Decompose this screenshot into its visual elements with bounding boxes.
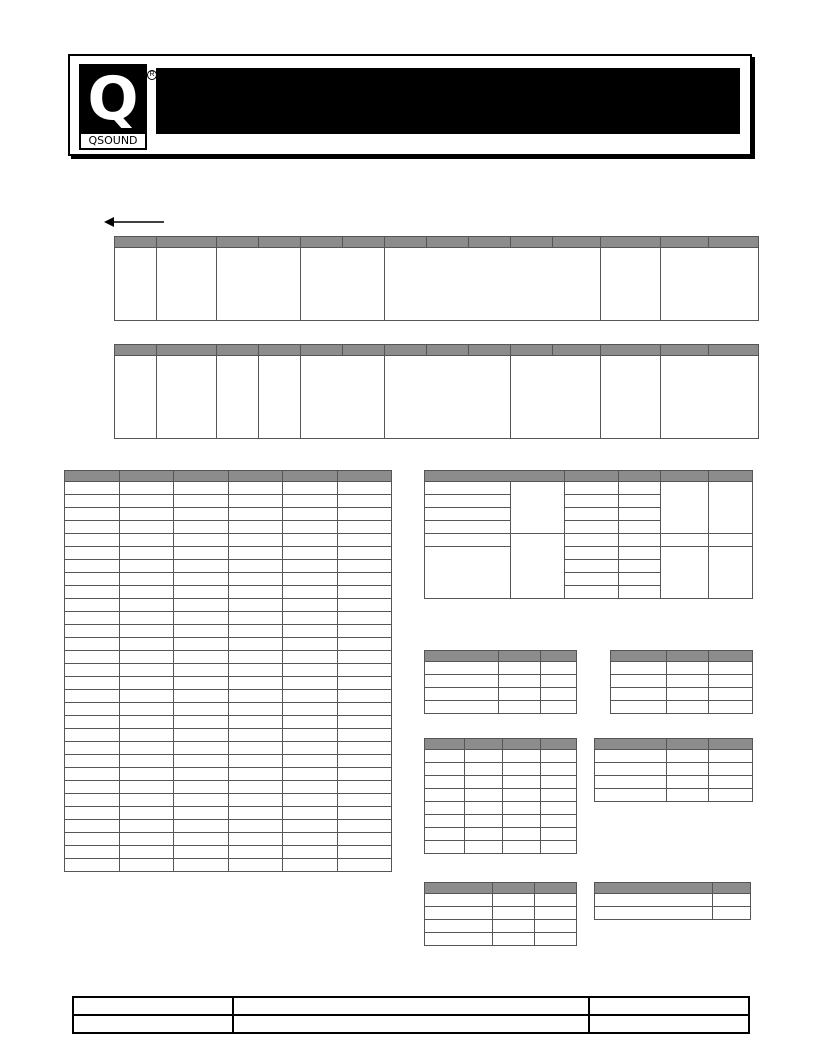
spec-table-e [424,882,577,946]
table-row [65,820,392,833]
table-row [425,933,577,946]
table-row [595,750,753,763]
table-row [65,690,392,703]
table-row [425,802,577,815]
table-row [595,776,753,789]
table-row [425,815,577,828]
table-row [65,794,392,807]
table-row [65,508,392,521]
qsound-logo [79,64,147,150]
table-row [425,701,577,714]
table-row [425,750,577,763]
table-row [65,638,392,651]
table-row [65,612,392,625]
spec-table-right-top [424,470,753,599]
table-header-row [595,883,751,894]
table-row [595,894,751,907]
table-header-row [425,471,753,482]
table-header-row [115,345,759,356]
table-row [65,625,392,638]
table-row [65,833,392,846]
table-row [425,776,577,789]
table-row [115,248,759,321]
table-row [65,755,392,768]
table-row [425,662,577,675]
table-row [65,664,392,677]
table-header-row [595,739,753,750]
spec-table-f [594,882,751,920]
header-frame [68,54,752,156]
table-row [65,560,392,573]
table-row [65,729,392,742]
table-row [65,482,392,495]
table-row [65,768,392,781]
table-header-row [425,883,577,894]
table-row [425,547,753,560]
table-header-row [115,237,759,248]
table-row [65,742,392,755]
table-row [65,716,392,729]
table-row [595,789,753,802]
table-row [65,599,392,612]
arrow-left-icon [104,216,164,228]
table-row [73,997,749,1015]
table-row [425,763,577,776]
table-row [65,521,392,534]
logo-letter: Q [87,64,139,134]
spec-table-a [424,650,577,714]
table-row [611,675,753,688]
table-row [65,495,392,508]
table-row [65,677,392,690]
table-header-row [425,651,577,662]
title-bar [156,68,740,134]
table-row [65,651,392,664]
table-row [425,482,753,495]
table-row [425,534,753,547]
table-row [425,841,577,854]
logo-text: QSOUND [81,134,145,148]
table-header-row [65,471,392,482]
table-row [425,907,577,920]
spec-table-b [610,650,753,714]
table-row [65,781,392,794]
table-row [425,688,577,701]
table-row [65,807,392,820]
table-row [425,675,577,688]
table-row [425,789,577,802]
table-row [115,356,759,439]
table-row [611,662,753,675]
pin-table-bottom [114,344,759,439]
table-row [65,547,392,560]
table-row [425,828,577,841]
table-header-row [425,739,577,750]
table-row [595,907,751,920]
table-row [425,920,577,933]
spec-table-left [64,470,392,872]
table-header-row [611,651,753,662]
pin-table-top [114,236,759,321]
table-row [73,1015,749,1033]
table-row [65,846,392,859]
table-row [611,688,753,701]
spec-table-d [594,738,753,802]
table-row [65,703,392,716]
table-row [425,894,577,907]
table-row [611,701,753,714]
registered-mark: R [147,70,157,80]
spec-table-c [424,738,577,854]
table-row [65,586,392,599]
table-row [65,573,392,586]
table-row [595,763,753,776]
table-row [65,859,392,872]
table-row [65,534,392,547]
footer-table [72,996,750,1034]
